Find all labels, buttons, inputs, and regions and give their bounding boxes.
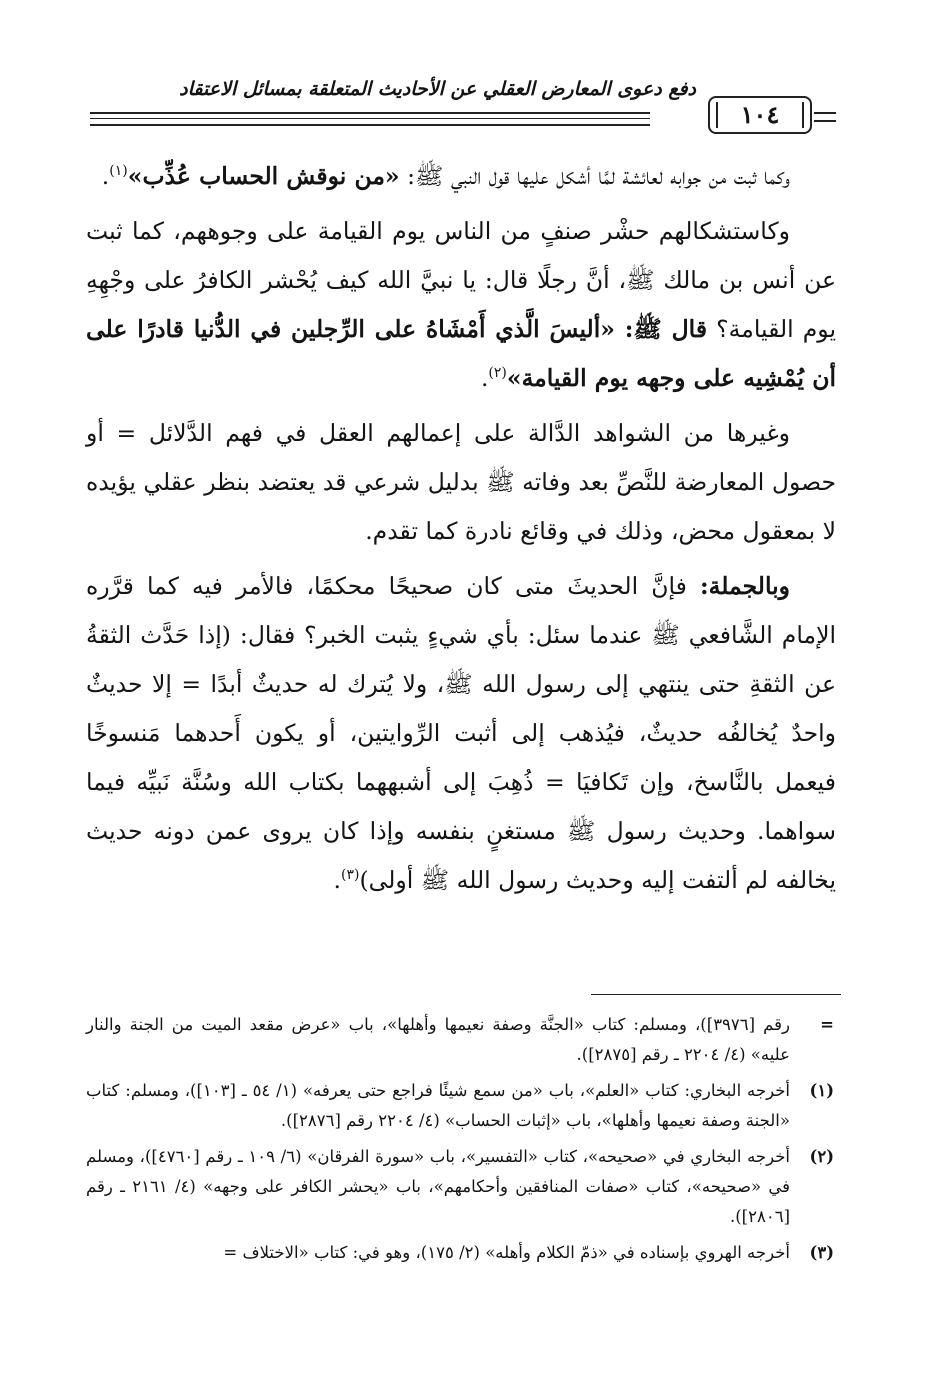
paragraph-1: وكما ثبت من جوابه لعائشة لمَّا أشكل عليها قول النبي ﷺ: «من نوقش الحساب عُذِّب»$^{(١)}$. bbox=[101, 162, 790, 190]
footnote-separator bbox=[591, 994, 841, 995]
footnote-1 bbox=[86, 1076, 834, 1136]
page-number-frame bbox=[708, 96, 812, 134]
footnote-marker: (٢) bbox=[809, 1147, 834, 1166]
footnote-marker: = bbox=[820, 1015, 834, 1034]
header-rule bbox=[814, 112, 836, 114]
lead-word: وبالجملة: bbox=[699, 572, 790, 600]
page-header bbox=[90, 74, 836, 138]
footnote-2 bbox=[86, 1142, 834, 1232]
main-text bbox=[86, 152, 836, 911]
footnote-text: أخرجه الهروي بإسناده في «ذمّ الكلام وأهله» (٢/ ١٧٥)، وهو في: كتاب «الاختلاف = bbox=[223, 1243, 790, 1262]
footnote-continuation bbox=[86, 1010, 834, 1070]
footnote-marker: (١) bbox=[809, 1081, 834, 1100]
paragraph-3: وغيرها من الشواهد الدَّالة على إعمالهم العقل في فهم الدَّلائل = أو حصول المعارضة للنَّصِّ بعد وفاته ﷺ بدليل شرعي قد يعتضد بنظر عقلي يؤيده لا بمعقول محض، وذلك في وقائع نادرة كما تقدم. bbox=[86, 419, 836, 545]
paragraph-2: وكاستشكالهم حشْر صنفٍ من الناس يوم القيامة على وجوههم، كما ثبت عن أنس بن مالك ﷺ، أنَّ رجلًا قال: يا نبيَّ الله كيف يُحْشر الكافرُ على وجْهِهِ يوم القيامة؟ قال ﷺ: «أليسَ الَّذي أَمْشَاهُ على الرِّجلين في الدُّنيا قادرًا على أن يُمْشِيه على وجهه يوم القيامة»$^{(٢)}$. bbox=[86, 217, 836, 392]
footnote-text: أخرجه البخاري: كتاب «العلم»، باب «من سمع شيئًا فراجع حتى يعرفه» (١/ ٥٤ ـ [١٠٣])، ومسلم: كتاب «الجنة وصفة نعيمها وأهلها»، باب «إثبات الحساب» (٤/ ٢٢٠٤ رقم [٢٨٧٦]). bbox=[86, 1081, 790, 1130]
footnote-ref-3: (٣) bbox=[341, 867, 360, 884]
running-title: دفع دعوى المعارض العقلي عن الأحاديث المتعلقة بمسائل الاعتقاد bbox=[179, 78, 696, 100]
header-rule bbox=[814, 120, 836, 122]
hadith-quote: «من نوقش الحساب عُذِّب» bbox=[127, 162, 400, 190]
footnote-text: رقم [٣٩٧٦])، ومسلم: كتاب «الجنَّة وصفة نعيمها وأهلها»، باب «عرض مقعد الميت من الجنة والنار عليه» (٤/ ٢٢٠٤ ـ رقم [٢٨٧٥]). bbox=[86, 1015, 790, 1064]
header-rule bbox=[90, 118, 650, 119]
footnote-3 bbox=[86, 1238, 834, 1268]
footnote-ref-1: (١) bbox=[109, 163, 128, 180]
hadith-quote: «أليسَ الَّذي أَمْشَاهُ على الرِّجلين في الدُّنيا قادرًا على أن يُمْشِيه على وجهه يوم القيامة» bbox=[86, 315, 836, 392]
footnotes bbox=[86, 1010, 834, 1274]
header-rule bbox=[90, 112, 650, 114]
header-rule bbox=[90, 124, 650, 126]
footnote-ref-2: (٢) bbox=[488, 365, 507, 382]
paragraph-4: وبالجملة: فإنَّ الحديثَ متى كان صحيحًا محكمًا، فالأمر فيه كما قرَّره الإمام الشَّافعي ﷺ عندما سئل: بأي شيءٍ يثبت الخبر؟ فقال: (إذا حَدَّث الثقةُ عن الثقةِ حتى ينتهي إلى رسول الله ﷺ، ولا يُترك له حديثٌ أبدًا = إلا حديثٌ واحدٌ يُخالفُه حديثٌ، فيُذهب إلى أثبت الرِّوايتين، أو يكون أَحدهما مَنسوخًا فيعمل بالنَّاسخ، وإن تَكافيَا = ذُهِبَ إلى أشبههما بكتاب الله وسُنَّة نَبيِّه فيما سواهما. وحديث رسول ﷺ مستغنٍ بنفسه وإذا كان يروى عمن دونه حديث يخالفه لم ألتفت إليه وحديث رسول الله ﷺ أولى)$^{(٣)}$. bbox=[86, 572, 836, 894]
hadith-intro: قال ﷺ: bbox=[614, 315, 708, 343]
footnote-marker: (٣) bbox=[809, 1243, 834, 1262]
page-number: ١٠٤ bbox=[740, 100, 780, 129]
footnote-text: أخرجه البخاري في «صحيحه»، كتاب «التفسير»، باب «سورة الفرقان» (٦/ ١٠٩ ـ رقم [٤٧٦٠])، ومسلم في «صحيحه»، كتاب «صفات المنافقين وأحكامهم»، باب «يحشر الكافر على وجهه» (٤/ ٢١٦١ ـ رقم [٢٨٠٦]). bbox=[86, 1147, 791, 1226]
